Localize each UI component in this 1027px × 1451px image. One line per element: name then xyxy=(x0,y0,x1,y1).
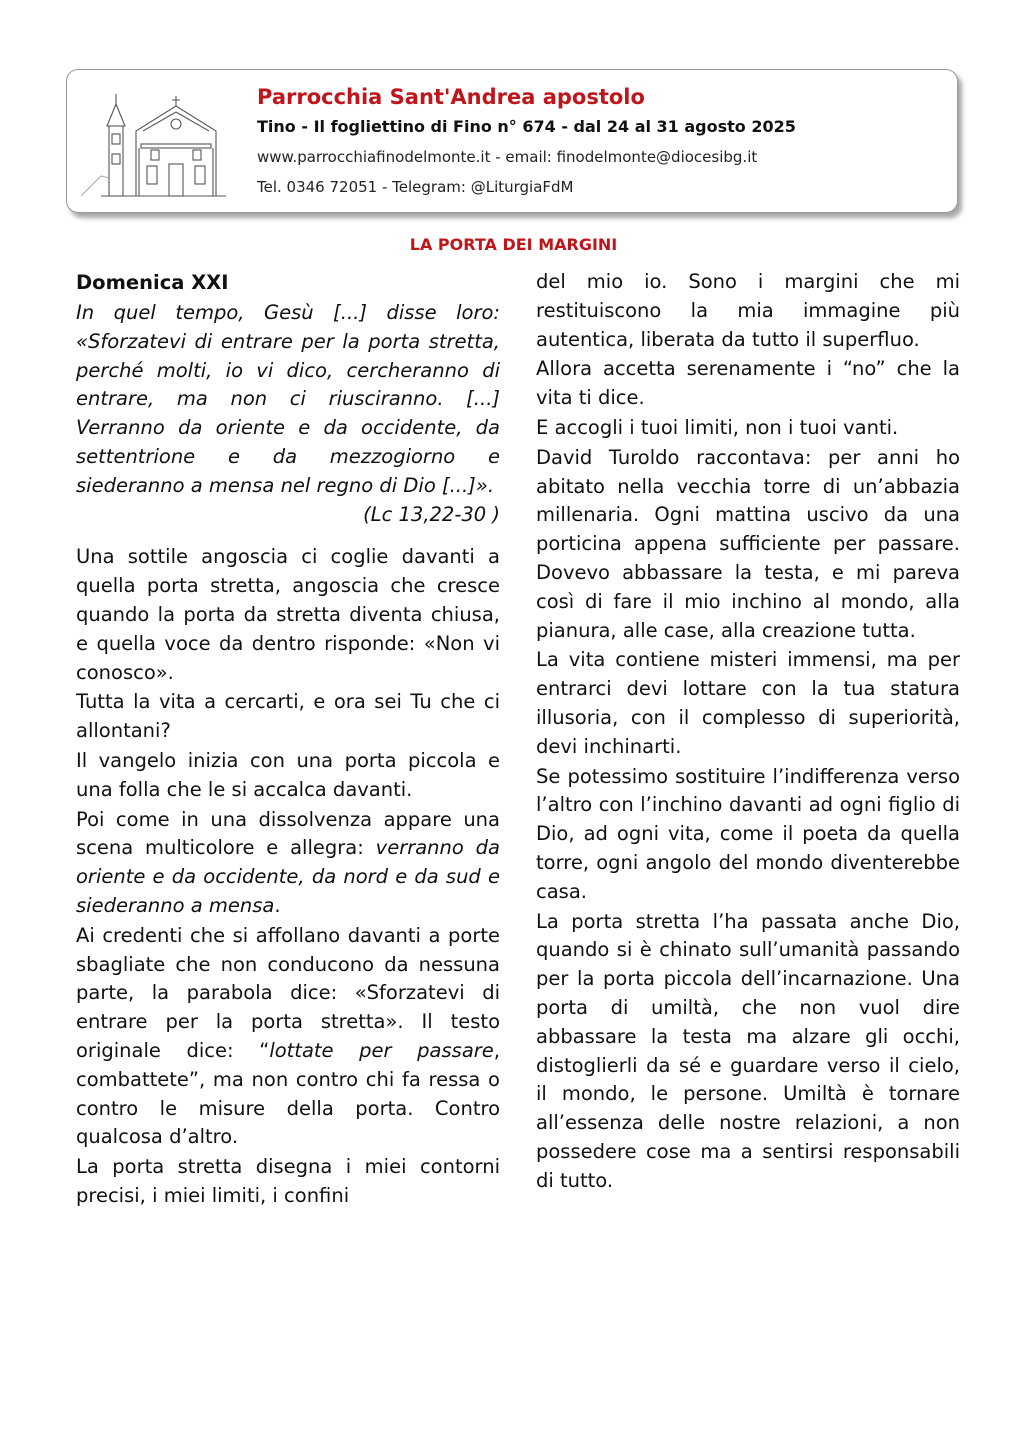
church-drawing xyxy=(81,86,231,204)
header-text xyxy=(257,82,796,202)
paragraph xyxy=(76,806,500,921)
paragraph: La vita contiene misteri immensi, ma per entrarci devi lottare con la tua statura illusoria, con il complesso di superiorità, devi inchinarti. xyxy=(536,648,960,758)
text-run: , combattete”, ma non contro chi fa ressa o contro le misure della porta. Contro qualcosa d’altro. xyxy=(76,1038,500,1149)
paragraph: Il vangelo inizia con una porta piccola e una folla che le si accalca davanti. xyxy=(76,748,500,801)
right-column xyxy=(536,268,960,1196)
left-column xyxy=(76,268,500,1211)
paragraph: Tutta la vita a cercarti, e ora sei Tu che ci allontani? xyxy=(76,690,500,743)
paragraph: Una sottile angoscia ci coglie davanti a quella porta stretta, angoscia che cresce quando la porta da stretta diventa chiusa, e quella voce da dentro risponde: «Non vi conosco». xyxy=(76,545,500,684)
header-box xyxy=(66,69,958,213)
paragraph: Se potessimo sostituire l’indifferenza verso l’altro con l’inchino davanti ad ogni figlio di Dio, ad ogni vita, come il poeta da quella torre, ogni angolo del mondo diventerebbe casa. xyxy=(536,764,960,903)
paragraph: del mio io. Sono i margini che mi restituiscono la mia immagine più autentica, liberata da tutto il superfluo. xyxy=(536,270,960,351)
italic-run: lottate per passare xyxy=(269,1038,494,1062)
text-run: Poi come in una dissolvenza appare una scena multicolore e allegra: xyxy=(76,807,500,860)
gospel-reference: (Lc 13,22-30 ) xyxy=(363,502,500,526)
sunday-heading: Domenica XXI xyxy=(76,271,229,294)
contacts-line: Tel. 0346 72051 - Telegram: @LiturgiaFdM xyxy=(257,178,574,196)
italic-run: verranno da oriente e da occidente, da nord e da sud e siederanno a mensa xyxy=(76,836,500,917)
paragraph: E accogli i tuoi limiti, non i tuoi vanti. xyxy=(536,415,899,439)
section-title: LA PORTA DEI MARGINI xyxy=(409,235,618,254)
paragraph: Allora accetta serenamente i “no” che la vita ti dice. xyxy=(536,357,960,410)
paragraph: La porta stretta disegna i miei contorni precisi, i miei limiti, i confini xyxy=(76,1155,500,1207)
web-email-line: www.parrocchiafinodelmonte.it - email: finodelmonte@diocesibg.it xyxy=(257,148,758,166)
text-run: . xyxy=(274,893,281,917)
paragraph: David Turoldo raccontava: per anni ho abitato nella vecchia torre di un’abbazia millenaria. Ogni mattina uscivo da una porticina appena sufficiente per passare. Dovevo abbassare la testa, e mi pareva così di fare il mio inchino al mondo, alla pianura, alle case, alla creazione tutta. xyxy=(536,445,960,642)
paragraph: La porta stretta l’ha passata anche Dio, quando si è chinato sull’umanità passando per la porta piccola dell’incarnazione. Una porta di umiltà, che non vuol dire abbassare la testa ma alzare gli occhi, distoglierli da sé e guardare verso il cielo, il mondo, le persone. Umiltà è tornare all’essenza delle nostre relazioni, a non possedere cose ma a sentirsi responsabili di tutto. xyxy=(536,909,960,1192)
paragraph xyxy=(76,922,500,1152)
text-run: Ai credenti che si affollano davanti a porte sbagliate che non conducono da nessuna parte, la parabola dice: «Sforzatevi di entrare per la porta stretta». Il testo originale dice: “ xyxy=(76,923,500,1062)
parish-title: Parrocchia Sant'Andrea apostolo xyxy=(257,85,645,109)
bulletin-subtitle: Tino - Il fogliettino di Fino n° 674 - dal 24 al 31 agosto 2025 xyxy=(257,117,796,136)
gospel-quote: In quel tempo, Gesù [...] disse loro: «Sforzatevi di entrare per la porta stretta, perché molti, io vi dico, cercheranno di entrare, ma non ci riusciranno. [...] Verranno da oriente e da occidente, da settentrione e da mezzogiorno e siederanno a mensa nel regno di Dio [...]». xyxy=(76,301,500,497)
